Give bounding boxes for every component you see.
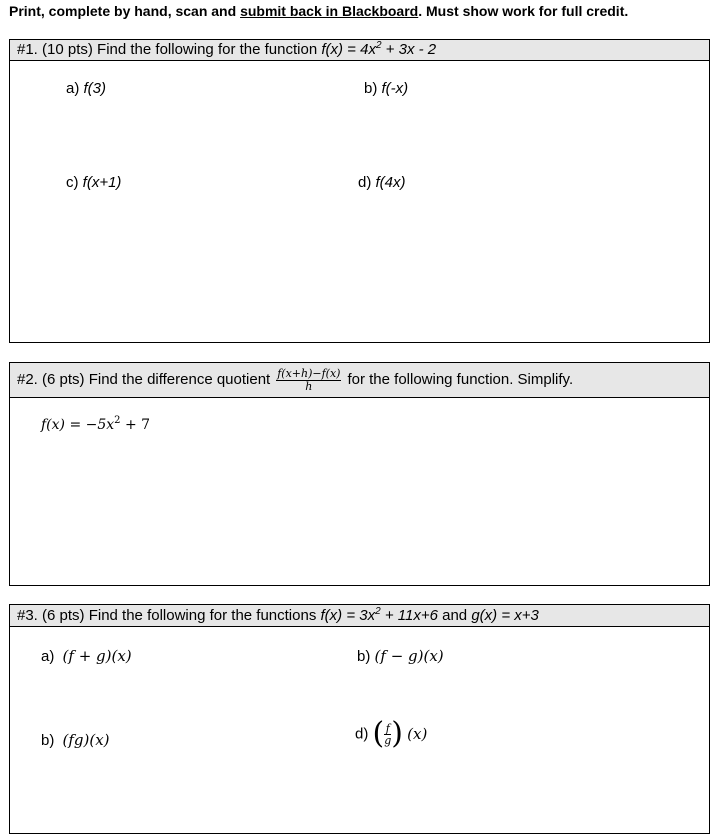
q3-f-base: f(x) = 3x: [320, 607, 376, 624]
instruction-text-1: Print, complete by hand, scan and: [9, 3, 241, 19]
q2-function-exp: 2: [114, 415, 121, 426]
q1-item-b: [364, 80, 408, 97]
q3-item-c-expr: (fg)(x): [62, 731, 110, 749]
q2-header-text: #2. (6 pts) Find the difference quotient: [17, 371, 271, 388]
q3-item-c: [41, 731, 110, 749]
q1-item-c: [66, 174, 121, 191]
q1-function-exp: 2: [375, 40, 382, 51]
q1-item-a: [66, 80, 106, 97]
q1-item-a-label: a): [66, 80, 80, 97]
q3-item-a-label: a): [41, 648, 55, 665]
question-1-header: [10, 40, 709, 61]
q1-item-d-expr: f(4x): [375, 174, 406, 191]
q2-function-rhs: + 7: [120, 417, 151, 433]
dq-numerator: f(x+h)−f(x): [277, 367, 341, 381]
question-3-header: [10, 605, 709, 627]
question-3-box: [9, 604, 710, 834]
q3-item-a: [41, 647, 132, 665]
q1-function: [321, 41, 436, 58]
quotient-f-over-g: ( $\frac{f}{g}$ ): [372, 716, 403, 751]
q3-g-function: g(x) = x+3: [471, 607, 539, 624]
q1-item-c-label: c): [66, 174, 79, 191]
q3-item-d: [355, 716, 428, 751]
difference-quotient-fraction: [276, 367, 341, 393]
question-2-header: [10, 363, 709, 398]
q1-item-a-expr: f(3): [83, 80, 107, 97]
q3-item-b: [357, 647, 444, 665]
question-2-box: [9, 362, 710, 586]
question-1-box: [9, 39, 710, 343]
dq-denominator: h: [305, 380, 313, 394]
instruction-link-text: submit back in Blackboard: [240, 3, 419, 19]
q1-item-b-label: b): [364, 80, 378, 97]
q1-item-b-expr: f(-x): [381, 80, 409, 97]
q3-header-text: #3. (6 pts) Find the following for the functions: [17, 607, 321, 624]
quotient-denominator: g: [384, 733, 392, 747]
instructions: [9, 3, 628, 19]
q1-item-c-expr: f(x+1): [82, 174, 122, 191]
q3-item-d-label: d): [355, 725, 369, 743]
q1-function-tail: + 3x - 2: [381, 41, 437, 58]
q3-item-b-label: b): [357, 648, 371, 665]
q2-function-lhs: f(x) = −5x: [41, 417, 115, 433]
q1-item-d-label: d): [358, 174, 372, 191]
q3-f-exp: 2: [375, 606, 381, 617]
q3-item-d-tail: (x): [407, 725, 428, 743]
q3-f-function: [321, 607, 438, 624]
q2-header-suffix: for the following function. Simplify.: [347, 371, 574, 388]
instruction-text-2: . Must show work for full credit.: [418, 3, 629, 19]
q2-function: [41, 417, 150, 433]
q3-item-b-expr: (f − g)(x): [374, 647, 444, 665]
q1-item-d: [358, 174, 406, 191]
q3-f-tail: + 11x+6: [380, 607, 438, 624]
q1-function-base: f(x) = 4x: [321, 41, 376, 58]
q3-and: and: [437, 607, 472, 624]
q1-header-text: #1. (10 pts) Find the following for the function: [17, 41, 322, 58]
q3-item-a-expr: (f + g)(x): [62, 647, 132, 665]
q3-item-c-label: b): [41, 732, 55, 749]
quotient-numerator: f: [385, 721, 390, 735]
